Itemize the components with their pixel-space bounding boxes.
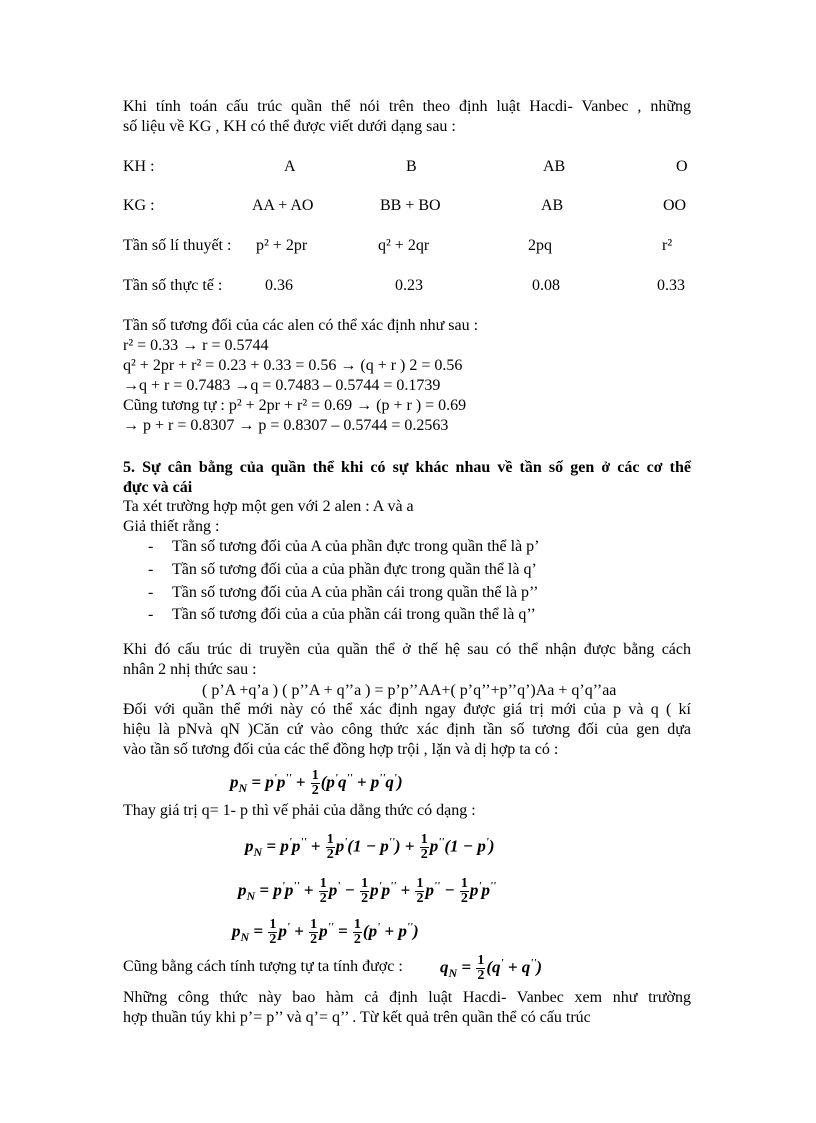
formula-pn: $p_N = p'p''$ + $\frac{1}{2}$ (p'q'' + p''q') [230,768,403,799]
list-item: Tần số tương đối của A của phần cái trong quần thể là p’’ [172,584,539,601]
bullet-dash: - [148,606,154,623]
body-line: Những công thức này bao hàm cả định luật Hacdi- Vanbec xem như trường [123,989,691,1006]
bullet-dash: - [148,538,154,555]
body-line: nhân 2 nhị thức sau : [123,661,257,678]
section-heading-line-2: đực và cái [123,479,193,496]
section-heading: 5. Sự cân bằng của quần thể khi có sự khác nhau về tần số gen ở các cơ thể [123,459,691,476]
allele-line: q² + 2pr + r² = 0.23 + 0.33 = 0.56 → (q + r ) 2 = 0.56 [123,357,463,374]
row-kg-label: KG : [123,197,155,214]
row-kh-cell: AB [543,158,566,175]
row-theoretical-cell: p² + 2pr [256,237,308,254]
intro-line-1: Khi tính toán cấu trúc quần thể nói trên theo định luật Hacdi- Vanbec , những [123,98,691,115]
formula-qn: $q_N$ = $\frac{1}{2}$ (q' + q'') [440,953,543,984]
body-line: hợp thuần túy khi p’= p’’ và q’= q’’ . Từ kết quả trên quần thể có cấu trúc [123,1009,591,1026]
row-kg-cell: BB + BO [380,197,441,214]
body-line: vào tần số tương đối của các thể đồng hợp trội , lặn và dị hợp ta có : [123,741,559,758]
body-line: Giả thiết rằng : [123,518,220,535]
intro-line-2: số liệu về KG , KH có thể được viết dưới dạng sau : [123,118,456,135]
row-kh-label: KH : [123,158,155,175]
row-kh-cell: A [284,158,296,175]
formula-pn-simplified: $p_N = p'p''$ + $\frac{1}{2}$ p' − $\frac{1}{2}$ p'p'' + $\frac{1}{2}$ p'' − $\frac{1}{2}$ p'p'' [238,876,497,907]
list-item: Tần số tương đối của a của phần cái trong quần thể là q’’ [172,606,536,623]
allele-line: → p + r = 0.8307 → p = 0.8307 – 0.5744 = 0.2563 [123,417,449,434]
row-kh-cell: O [676,158,688,175]
bullet-dash: - [148,561,154,578]
row-actual-cell: 0.36 [265,277,293,294]
row-actual-cell: 0.23 [395,277,423,294]
list-item: Tần số tương đối của a của phần đực trong quần thể là q’ [172,561,537,578]
list-item: Tần số tương đối của A của phần đực trong quần thể là p’ [172,538,540,555]
row-theoretical-label: Tần số lí thuyết : [123,237,232,254]
row-theoretical-cell: 2pq [528,237,552,254]
allele-line: r² = 0.33 → r = 0.5744 [123,337,269,354]
row-theoretical-cell: q² + 2qr [378,237,430,254]
row-kg-cell: OO [663,197,687,214]
body-line: Đối với quần thể mới này có thể xác định ngay được giá trị mới của p và q ( kí [123,701,691,718]
allele-line: Tần số tương đối của các alen có thể xác định như sau : [123,317,479,334]
formula-pn-expanded: $p_N = p'p''$ + $\frac{1}{2}$ p'(1 − p'') + $\frac{1}{2}$ p''(1 − p') [245,832,495,863]
binomial-product: ( p’A +q’a ) ( p’’A + q’’a ) = p’p’’AA+( p’q’’+p’’q’)Aa + q’q’’aa [202,682,617,699]
row-actual-cell: 0.08 [532,277,560,294]
row-kg-cell: AB [541,197,564,214]
allele-line: →q + r = 0.7483 →q = 0.7483 – 0.5744 = 0.1739 [123,377,441,394]
formula-pn-result: $p_N$ = $\frac{1}{2}$ p' + $\frac{1}{2}$ p'' = $\frac{1}{2}$ (p' + p'') [232,917,419,948]
body-line: Thay giá trị q= 1- p thì vế phải của dẳng thức có dạng : [123,802,476,819]
body-line: hiệu là pNvà qN )Căn cứ vào công thức xác định tần số tương đối của gen dựa [123,721,691,738]
row-actual-label: Tần số thực tế : [123,277,223,294]
row-kh-cell: B [406,158,417,175]
body-line: Ta xét trường hợp một gen với 2 alen : A và a [123,498,414,515]
bullet-dash: - [148,584,154,601]
row-actual-cell: 0.33 [657,277,685,294]
allele-line: Cũng tương tự : p² + 2pr + r² = 0.69 → (p + r ) = 0.69 [123,397,467,414]
row-kg-cell: AA + AO [252,197,314,214]
body-line: Khi đó cấu trúc di truyền của quần thể ở thế hệ sau có thể nhận được bằng cách [123,641,691,658]
body-line: Cũng bằng cách tính tượng tự ta tính được : [123,958,403,975]
row-theoretical-cell: r² [662,237,673,254]
